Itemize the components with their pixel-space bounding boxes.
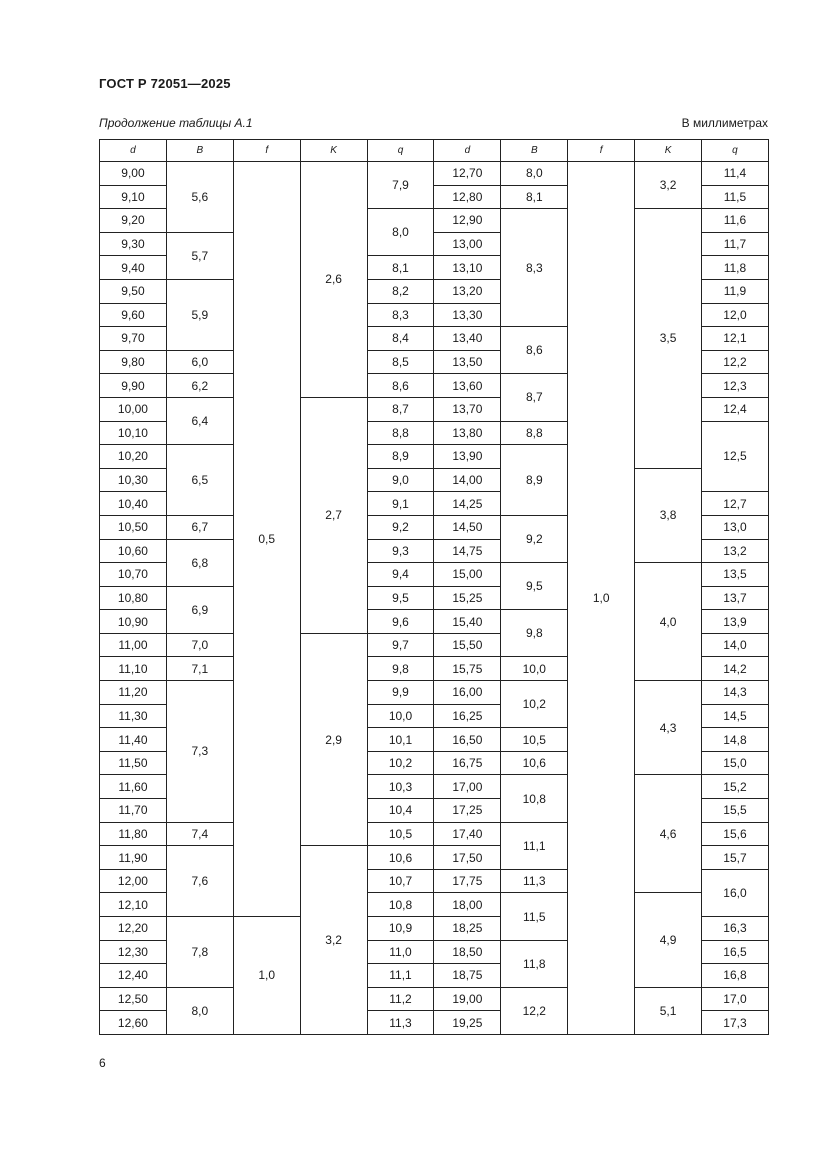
cell-d: 9,80 [100,350,167,374]
cell-q: 17,3 [702,1011,769,1035]
cell-d: 10,00 [100,397,167,421]
cell-d: 13,40 [434,327,501,351]
table-body [100,162,769,1035]
cell-d: 9,50 [100,279,167,303]
cell-f: 1,0 [233,917,300,1035]
column-header-f: f [233,140,300,162]
cell-k: 3,8 [635,468,702,562]
cell-d: 13,30 [434,303,501,327]
cell-f: 0,5 [233,162,300,917]
cell-q: 10,7 [367,869,434,893]
cell-q: 12,2 [702,350,769,374]
cell-q: 14,3 [702,681,769,705]
cell-q: 8,5 [367,350,434,374]
cell-k: 2,7 [300,397,367,633]
cell-q: 9,2 [367,515,434,539]
cell-d: 13,50 [434,350,501,374]
cell-d: 12,80 [434,185,501,209]
cell-b: 7,6 [166,846,233,917]
cell-d: 11,00 [100,633,167,657]
cell-d: 10,10 [100,421,167,445]
cell-d: 9,20 [100,209,167,233]
cell-d: 10,20 [100,445,167,469]
cell-q: 8,7 [367,397,434,421]
cell-q: 13,0 [702,515,769,539]
units-caption: В миллиметрах [681,116,768,130]
cell-q: 13,9 [702,610,769,634]
cell-q: 8,4 [367,327,434,351]
cell-q: 12,5 [702,421,769,492]
column-header-b: B [501,140,568,162]
cell-b: 10,6 [501,751,568,775]
cell-q: 11,7 [702,232,769,256]
cell-q: 15,0 [702,751,769,775]
cell-q: 9,5 [367,586,434,610]
cell-d: 13,70 [434,397,501,421]
cell-q: 15,2 [702,775,769,799]
cell-d: 10,90 [100,610,167,634]
cell-k: 5,1 [635,987,702,1034]
cell-d: 9,00 [100,162,167,186]
cell-b: 7,0 [166,633,233,657]
cell-b: 8,1 [501,185,568,209]
cell-q: 11,3 [367,1011,434,1035]
cell-d: 11,10 [100,657,167,681]
cell-d: 11,80 [100,822,167,846]
cell-q: 15,6 [702,822,769,846]
column-header-q: q [702,140,769,162]
dimensions-table [99,139,769,1035]
cell-d: 13,10 [434,256,501,280]
cell-d: 11,30 [100,704,167,728]
cell-q: 14,5 [702,704,769,728]
cell-d: 19,25 [434,1011,501,1035]
cell-q: 10,0 [367,704,434,728]
cell-q: 9,4 [367,563,434,587]
cell-d: 12,30 [100,940,167,964]
cell-b: 5,7 [166,232,233,279]
cell-q: 13,5 [702,563,769,587]
cell-d: 16,00 [434,681,501,705]
cell-q: 8,1 [367,256,434,280]
cell-d: 11,50 [100,751,167,775]
cell-d: 16,25 [434,704,501,728]
cell-d: 10,30 [100,468,167,492]
cell-q: 15,7 [702,846,769,870]
table-header-row [100,140,769,162]
cell-b: 6,0 [166,350,233,374]
cell-d: 10,60 [100,539,167,563]
column-header-d: d [100,140,167,162]
cell-d: 11,40 [100,728,167,752]
cell-b: 11,1 [501,822,568,869]
cell-q: 8,2 [367,279,434,303]
cell-k: 3,2 [635,162,702,209]
cell-q: 9,8 [367,657,434,681]
cell-d: 17,00 [434,775,501,799]
cell-d: 12,00 [100,869,167,893]
cell-b: 11,5 [501,893,568,940]
cell-q: 12,4 [702,397,769,421]
cell-f: 1,0 [568,162,635,1035]
cell-k: 2,9 [300,633,367,845]
cell-d: 12,10 [100,893,167,917]
cell-q: 16,8 [702,964,769,988]
cell-b: 7,4 [166,822,233,846]
table-row [100,681,769,705]
column-header-k: K [635,140,702,162]
cell-d: 16,75 [434,751,501,775]
cell-d: 10,50 [100,515,167,539]
cell-q: 8,8 [367,421,434,445]
cell-d: 12,90 [434,209,501,233]
cell-q: 12,7 [702,492,769,516]
cell-b: 5,9 [166,279,233,350]
cell-b: 10,5 [501,728,568,752]
cell-d: 17,50 [434,846,501,870]
cell-q: 14,2 [702,657,769,681]
cell-q: 9,7 [367,633,434,657]
cell-q: 16,5 [702,940,769,964]
cell-d: 11,70 [100,799,167,823]
cell-q: 10,1 [367,728,434,752]
cell-d: 14,50 [434,515,501,539]
cell-d: 18,00 [434,893,501,917]
cell-q: 17,0 [702,987,769,1011]
cell-q: 11,5 [702,185,769,209]
cell-k: 2,6 [300,162,367,398]
cell-q: 13,2 [702,539,769,563]
cell-b: 12,2 [501,987,568,1034]
cell-q: 9,3 [367,539,434,563]
cell-d: 18,25 [434,917,501,941]
cell-d: 10,40 [100,492,167,516]
cell-b: 6,7 [166,515,233,539]
cell-q: 16,3 [702,917,769,941]
table-row [100,987,769,1011]
cell-b: 6,2 [166,374,233,398]
cell-d: 13,00 [434,232,501,256]
cell-q: 10,8 [367,893,434,917]
cell-q: 8,6 [367,374,434,398]
cell-d: 18,75 [434,964,501,988]
cell-d: 12,20 [100,917,167,941]
document-header: ГОСТ Р 72051—2025 [99,76,231,91]
cell-d: 15,75 [434,657,501,681]
cell-b: 7,8 [166,917,233,988]
cell-d: 13,80 [434,421,501,445]
cell-b: 7,1 [166,657,233,681]
column-header-f: f [568,140,635,162]
cell-q: 11,1 [367,964,434,988]
cell-b: 8,9 [501,445,568,516]
cell-d: 12,60 [100,1011,167,1035]
cell-d: 17,25 [434,799,501,823]
cell-q: 10,6 [367,846,434,870]
cell-d: 13,60 [434,374,501,398]
cell-d: 12,50 [100,987,167,1011]
cell-d: 9,10 [100,185,167,209]
cell-d: 19,00 [434,987,501,1011]
cell-b: 8,0 [501,162,568,186]
page-number: 6 [99,1056,106,1070]
cell-b: 6,8 [166,539,233,586]
cell-d: 10,80 [100,586,167,610]
cell-q: 11,0 [367,940,434,964]
cell-d: 16,50 [434,728,501,752]
cell-d: 12,70 [434,162,501,186]
table-row [100,162,769,186]
cell-b: 10,0 [501,657,568,681]
cell-d: 15,25 [434,586,501,610]
cell-q: 16,0 [702,869,769,916]
cell-d: 14,25 [434,492,501,516]
cell-q: 12,3 [702,374,769,398]
cell-q: 13,7 [702,586,769,610]
cell-b: 6,4 [166,397,233,444]
column-header-k: K [300,140,367,162]
cell-d: 14,75 [434,539,501,563]
cell-q: 10,9 [367,917,434,941]
cell-k: 4,6 [635,775,702,893]
cell-d: 10,70 [100,563,167,587]
cell-d: 9,90 [100,374,167,398]
cell-b: 6,9 [166,586,233,633]
cell-q: 11,2 [367,987,434,1011]
cell-q: 8,0 [367,209,434,256]
cell-d: 15,40 [434,610,501,634]
cell-d: 9,60 [100,303,167,327]
cell-b: 8,8 [501,421,568,445]
cell-b: 8,0 [166,987,233,1034]
cell-b: 5,6 [166,162,233,233]
cell-d: 18,50 [434,940,501,964]
cell-b: 6,5 [166,445,233,516]
cell-q: 11,6 [702,209,769,233]
cell-d: 11,60 [100,775,167,799]
cell-b: 9,8 [501,610,568,657]
cell-d: 13,90 [434,445,501,469]
cell-q: 12,0 [702,303,769,327]
cell-b: 9,2 [501,515,568,562]
cell-b: 7,3 [166,681,233,823]
cell-k: 4,9 [635,893,702,987]
cell-q: 11,8 [702,256,769,280]
cell-q: 7,9 [367,162,434,209]
cell-k: 4,0 [635,563,702,681]
cell-q: 11,9 [702,279,769,303]
cell-b: 8,7 [501,374,568,421]
cell-k: 3,2 [300,846,367,1035]
cell-d: 9,40 [100,256,167,280]
cell-q: 15,5 [702,799,769,823]
cell-k: 4,3 [635,681,702,775]
cell-q: 9,9 [367,681,434,705]
cell-d: 13,20 [434,279,501,303]
cell-q: 8,9 [367,445,434,469]
column-header-b: B [166,140,233,162]
cell-b: 11,8 [501,940,568,987]
cell-d: 17,75 [434,869,501,893]
cell-q: 10,2 [367,751,434,775]
cell-d: 11,90 [100,846,167,870]
cell-b: 8,3 [501,209,568,327]
column-header-d: d [434,140,501,162]
cell-q: 10,5 [367,822,434,846]
cell-d: 11,20 [100,681,167,705]
cell-d: 14,00 [434,468,501,492]
cell-d: 15,50 [434,633,501,657]
cell-q: 10,3 [367,775,434,799]
cell-q: 11,4 [702,162,769,186]
table-caption: Продолжение таблицы А.1 [99,116,253,130]
cell-b: 10,2 [501,681,568,728]
cell-d: 12,40 [100,964,167,988]
cell-q: 9,0 [367,468,434,492]
cell-b: 9,5 [501,563,568,610]
cell-k: 3,5 [635,209,702,469]
cell-q: 14,8 [702,728,769,752]
cell-q: 8,3 [367,303,434,327]
cell-b: 8,6 [501,327,568,374]
cell-q: 10,4 [367,799,434,823]
column-header-q: q [367,140,434,162]
cell-b: 11,3 [501,869,568,893]
cell-d: 17,40 [434,822,501,846]
cell-q: 9,6 [367,610,434,634]
cell-b: 10,8 [501,775,568,822]
cell-d: 9,70 [100,327,167,351]
cell-d: 9,30 [100,232,167,256]
cell-q: 9,1 [367,492,434,516]
cell-d: 15,00 [434,563,501,587]
cell-q: 14,0 [702,633,769,657]
cell-q: 12,1 [702,327,769,351]
